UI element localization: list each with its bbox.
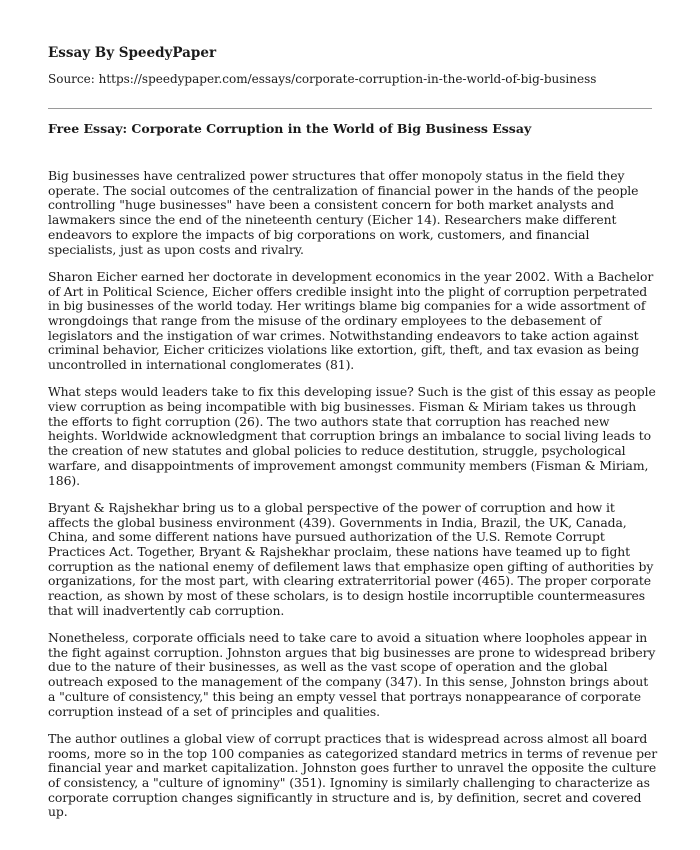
essay-body [48,169,658,833]
essay-title: Free Essay: Corporate Corruption in the World of Big Business Essay [48,121,532,136]
essay-paragraph: What steps would leaders take to fix this developing issue? Such is the gist of this essay as people view corruption as being incompatible with big businesses. Fisman & Miriam takes us through the efforts to fight corruption (26). The two authors state that corruption has reached new heights. Worldwide acknowledgment that corruption brings an imbalance to social living leads to the creation of new statutes and global policies to reduce destitution, struggle, psychological warfare, and disappointments of improvement amongst community members (Fisman & Miriam, 186). [48,384,656,488]
essay-paragraph: Bryant & Rajshekhar bring us to a global perspective of the power of corruption and how it affects the global business environment (439). Governments in India, Brazil, the UK, Canada, China, and some different nations have pursued authorization of the U.S. Remote Corrupt Practices Act. Together, Bryant & Rajshekhar proclaim, these nations have teamed up to fight corruption as the national enemy of defilement laws that emphasize open gifting of authorities by organizations, for the most part, with clearing extraterritorial power (465). The proper corporate reaction, as shown by most of these scholars, is to design hostile incorruptible countermeasures that will inadvertently cab corruption. [48,499,654,618]
essay-paragraph: Big businesses have centralized power structures that offer monopoly status in the field they operate. The social outcomes of the centralization of financial power in the hands of the people controlling "huge businesses" have been a consistent concern for both market analysts and lawmakers since the end of the nineteenth century (Eicher 14). Researchers make different endeavors to explore the impacts of big corporations on work, customers, and financial specialists, just as upon costs and rivalry. [48,168,639,257]
essay-paragraph: Nonetheless, corporate officials need to take care to avoid a situation where loopholes appear in the fight against corruption. Johnston argues that big businesses are prone to widespread bribery due to the nature of their businesses, as well as the vast scope of operation and the global outreach exposed to the management of the company (347). In this sense, Johnston brings about a "culture of consistency," this being an empty vessel that portrays nonappearance of corporate corruption instead of a set of principles and qualities. [48,630,656,719]
essay-paragraph: The author outlines a global view of corrupt practices that is widespread across almost all board rooms, more so in the top 100 companies as categorized standard metrics in terms of revenue per financial year and market capitalization. Johnston goes further to unravel the opposite the culture of consistency, a "culture of ignominy" (351). Ignominy is similarly challenging to characterize as corporate corruption changes significantly in structure and is, by definition, secret and covered up. [48,730,658,820]
document-header-title: Essay By SpeedyPaper [48,45,217,61]
source-line: Source: https://speedypaper.com/essays/corporate-corruption-in-the-world-of-big-business [48,72,597,86]
header-divider [48,108,652,109]
essay-paragraph: Sharon Eicher earned her doctorate in development economics in the year 2002. With a Bachelor of Art in Political Science, Eicher offers credible insight into the plight of corruption perpetrated in big businesses of the world today. Her writings blame big companies for a wide assortment of wrongdoings that range from the misuse of the ordinary employees to the debasement of legislators and the instigation of war crimes. Notwithstanding endeavors to take action against criminal behavior, Eicher criticizes violations like extortion, gift, theft, and tax evasion as being uncontrolled in international conglomerates (81). [48,268,654,373]
